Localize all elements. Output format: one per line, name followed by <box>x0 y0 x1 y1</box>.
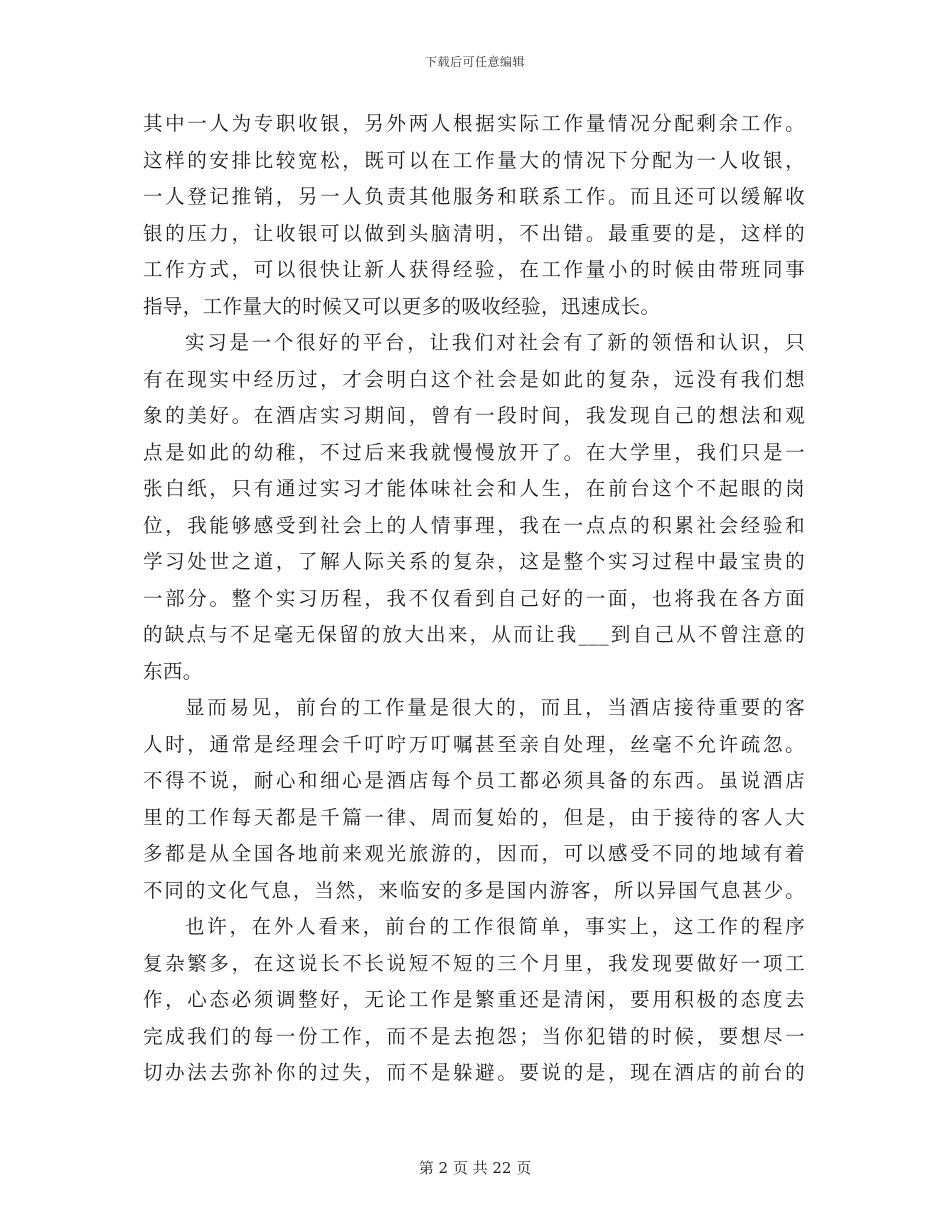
text-line: 象的美好。在酒店实习期间，曾有一段时间，我发现自己的想法和观 <box>143 404 805 427</box>
paragraph-start-line: 显而易见，前台的工作量是很大的，而且，当酒店接待重要的客 <box>185 696 805 719</box>
text-line: 的缺点与不足毫无保留的放大出来，从而让我___到自己从不曾注意的 <box>143 623 805 646</box>
text-line: 切办法去弥补你的过失，而不是躲避。要说的是，现在酒店的前台的 <box>143 1061 805 1084</box>
text-line: 里的工作每天都是千篇一律、周而复始的，但是，由于接待的客人大 <box>143 805 805 829</box>
text-line: 完成我们的每一份工作，而不是去抱怨；当你犯错的时候，要想尽一 <box>143 1024 805 1048</box>
text-line: 张白纸，只有通过实习才能体味社会和人生，在前台这个不起眼的岗 <box>143 477 805 500</box>
paragraph-start-line: 实习是一个很好的平台，让我们对社会有了新的领悟和认识，只 <box>185 331 805 354</box>
text-line: 指导，工作量大的时候又可以更多的吸收经验，迅速成长。 <box>143 294 661 318</box>
page-header: 下载后可任意编辑 <box>424 55 525 69</box>
text-line: 一人登记推销，另一人负责其他服务和联系工作。而且还可以缓解收 <box>143 185 805 208</box>
text-line: 作，心态必须调整好，无论工作是繁重还是清闲，要用积极的态度去 <box>143 988 805 1011</box>
paragraph-start-line: 也许，在外人看来，前台的工作很简单，事实上，这工作的程序 <box>185 915 805 938</box>
text-line: 有在现实中经历过，才会明白这个社会是如此的复杂，远没有我们想 <box>143 367 805 391</box>
text-line: 多都是从全国各地前来观光旅游的，因而，可以感受不同的地域有着 <box>143 842 805 865</box>
text-line: 东西。 <box>143 659 203 683</box>
text-line: 其中一人为专职收银，另外两人根据实际工作量情况分配剩余工作。 <box>143 112 805 135</box>
text-line: 复杂繁多，在这说长不长说短不短的三个月里，我发现要做好一项工 <box>143 951 805 975</box>
text-line: 这样的安排比较宽松，既可以在工作量大的情况下分配为一人收银， <box>143 148 805 172</box>
text-line: 点是如此的幼稚，不过后来我就慢慢放开了。在大学里，我们只是一 <box>143 440 805 464</box>
text-line: 位，我能够感受到社会上的人情事理，我在一点点的积累社会经验和 <box>143 513 805 537</box>
text-line: 不同的文化气息，当然，来临安的多是国内游客，所以异国气息甚少。 <box>143 878 805 902</box>
text-line: 人时，通常是经理会千叮咛万叮嘱甚至亲自处理，丝毫不允许疏忽。 <box>143 732 805 756</box>
text-line: 工作方式，可以很快让新人获得经验，在工作量小的时候由带班同事 <box>143 258 805 281</box>
text-line: 银的压力，让收银可以做到头脑清明，不出错。最重要的是，这样的 <box>143 221 805 245</box>
document-body <box>143 106 805 1092</box>
text-line: 一部分。整个实习历程，我不仅看到自己好的一面，也将我在各方面 <box>143 586 805 610</box>
text-line: 学习处世之道，了解人际关系的复杂，这是整个实习过程中最宝贵的 <box>143 550 805 573</box>
text-line: 不得不说，耐心和细心是酒店每个员工都必须具备的东西。虽说酒店 <box>143 769 805 792</box>
page-number-footer: 第 2 页 共 22 页 <box>418 1159 532 1177</box>
